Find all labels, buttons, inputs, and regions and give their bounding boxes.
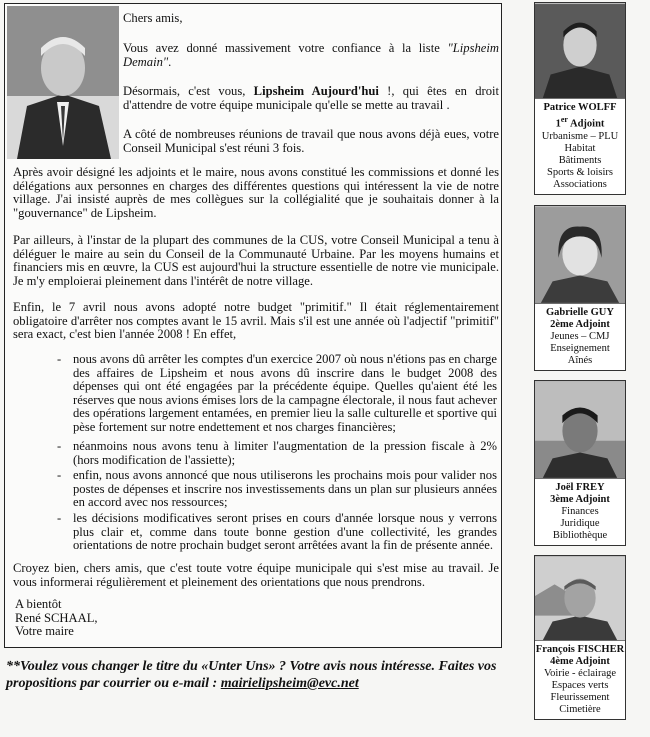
adjoint-photo [535,381,625,479]
adjoint-domain: Sports & loisirs [547,166,613,178]
paragraph-5: Par ailleurs, à l'instar de la plupart des communes de la CUS, votre Conseil Municipal a tenu à déléguer le maire au sein du Conseil de la Communauté Urbaine. Par les moyens humains et financiers mis en œuvre, la CUS est aujourd'hui la structure essentielle de notre vie municipale. Je m'y emploierai pleinement dans l'intérêt de notre village. [13,233,499,288]
adjoint-role: 1er Adjoint [555,115,605,130]
adjoint-domain: Urbanisme – PLU [541,130,619,142]
adjoint-domain: Habitat [564,142,596,154]
list-name-bold: Lipsheim Aujourd'hui [253,84,379,98]
footer-note: **Voulez vous changer le titre du «Unter Uns» ? Votre avis nous intéresse. Faites vos propositions par courrier ou e-mail : mairielipsheim@evc.net [6,659,497,691]
person-photo-icon [535,206,625,304]
adjoint-domain: Enseignement [550,343,610,354]
mayor-portrait [7,6,119,159]
bullet-item: - enfin, nous avons annoncé que nous utiliserons les prochains mois pour valider nos postes de dépenses et inscrire nos investissements dans un plan sur plusieurs années en accord avec nos ressources; [57,468,497,510]
adjoint-name: Patrice WOLFF [543,102,617,113]
adjoint-domain: Juridique [560,518,600,529]
adjoint-domain: Aînés [567,355,593,366]
adjoint-role: 2ème Adjoint [550,319,610,330]
adjoint-domain: Finances [561,506,599,517]
person-photo-icon [535,381,625,479]
bullet-item: - les décisions modificatives seront prises en cours d'année lorsque nous y verrons plus clair et, comme dans toute bonne gestion d'une collectivité, les grandes orientations de notre prochain budget seront arrêtées avant la fin de présente année. [57,511,497,553]
person-photo-icon [535,556,625,641]
paragraph-6: Enfin, le 7 avril nous avons adopté notre budget "primitif." Il était réglementairement obligatoire d'arrêter nos comptes avant le 15 avril. Mais s'il est une année où l'adjectif "primitif" sera exact, c'est bien l'année 2008 ! En effet, [13,300,499,342]
adjoint-domain: Associations [553,178,607,190]
adjoint-card-1 [534,2,626,195]
adjoint-photo [535,556,625,641]
adjoint-card-3 [534,380,626,546]
greeting: Chers amis, [123,11,183,25]
mayor-photo-icon [7,6,119,159]
adjoint-domain: Espaces verts [551,680,609,691]
adjoint-card-4 [534,555,626,720]
paragraph-1: Vous avez donné massivement votre confiance à la liste "Lipsheim Demain". [123,41,499,69]
adjoint-photo [535,206,625,304]
adjoint-card-2 [534,205,626,371]
adjoint-name: François FISCHER [535,644,625,655]
adjoint-domain: Cimetière [559,704,601,715]
paragraph-4: Après avoir désigné les adjoints et le maire, nous avons constitué les commissions et donné les délégations aux personnes en charges des différentes questions qui intéressent la vie de notre village. J'ai insisté auprès de mes collègues sur la collégialité que je souhaitais donner à la "gouvernance" de Lipsheim. [13,165,499,220]
signature-block [15,598,98,639]
adjoint-domain: Bâtiments [558,154,602,166]
adjoint-name: Joël FREY [555,482,605,493]
adjoint-photo [535,3,625,99]
adjoint-name: Gabrielle GUY [546,307,614,318]
paragraph-7: Croyez bien, chers amis, que c'est toute votre équipe municipale qui s'est mise au travail. Je vous informerai régulièrement et pleinement des orientations que nous prendrons. [13,561,499,589]
adjoint-domain: Voirie - éclairage [543,668,617,679]
adjoint-domain: Jeunes – CMJ [550,331,610,342]
list-name: "Lipsheim Demain" [123,41,499,69]
closing: A bientôt [15,597,62,611]
adjoint-domain: Bibliothèque [552,530,608,541]
adjoint-domain: Fleurissement [550,692,610,703]
bullet-item: - néanmoins nous avons tenu à limiter l'augmentation de la pression fiscale à 2% (hors modification de l'assiette); [57,439,497,467]
signature-name: René SCHAAL, [15,610,98,625]
adjoint-role: 3ème Adjoint [550,494,610,505]
signature-title: Votre maire [15,624,74,639]
person-photo-icon [535,3,625,99]
mayor-letter [4,3,502,648]
email-link[interactable]: mairielipsheim@evc.net [220,676,359,691]
bullet-item: - nous avons dû arrêter les comptes d'un exercice 2007 où nous n'étions pas en charge des affaires de Lipsheim et nous avons dû inscrire dans le budget 2008 des dépenses qui ont été engagées par la précédente équipe. Quelles qu'aient été les réserves que nous avions émises lors de la campagne électorale, il nous faut achever des opérations largement entamées, en premier lieu la salle culturelle et sportive qui pèse fortement sur notre endettement et nos charges financières; [57,352,497,434]
paragraph-2: Désormais, c'est vous, Lipsheim Aujourd'hui !, qui êtes en droit d'attendre de votre équipe municipale qu'elle se mette au travail . [123,84,499,112]
adjoint-role: 4ème Adjoint [550,656,610,667]
paragraph-3: A côté de nombreuses réunions de travail que nous avons déjà eues, votre Conseil Municipal s'est réuni 3 fois. [123,127,499,155]
